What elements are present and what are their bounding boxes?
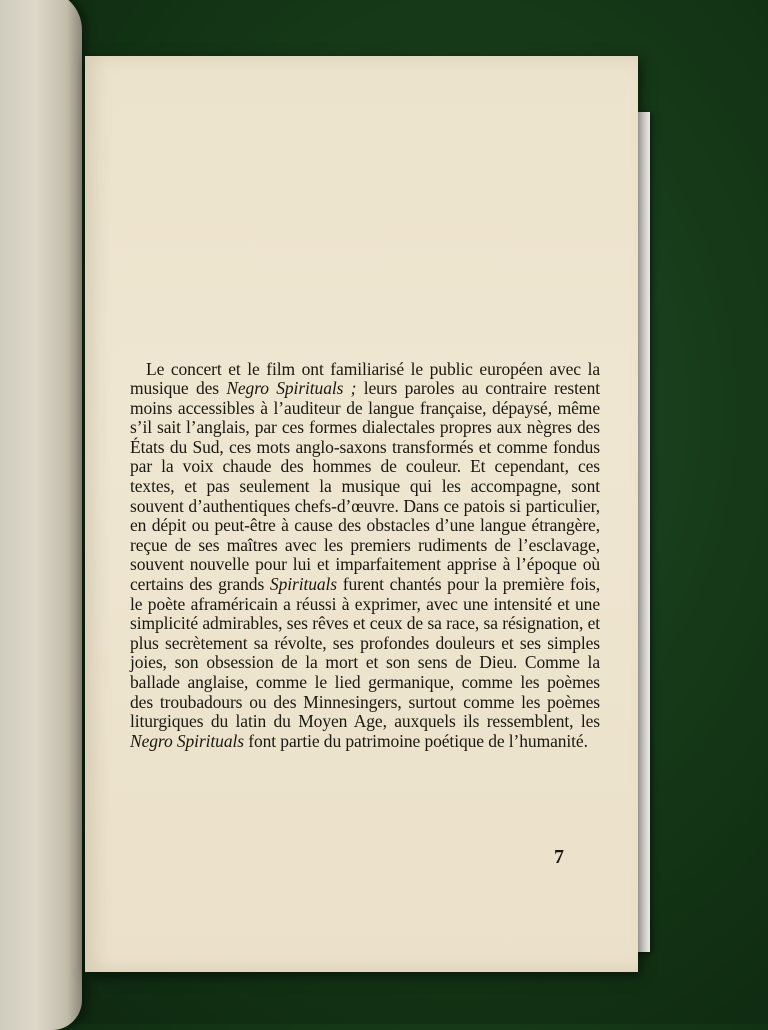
text-run: furent chantés pour la première fois, le poète aframéricain a réussi à exprimer, avec une intensité et une simplicité admirables, ses rêves et ceux de sa race, sa résignation, et plus secrètement sa révolte, ses profondes douleurs et ses simples joies, son obsession de la mort et son sens de Dieu. Comme la ballade anglaise, comme le lied germanique, comme les poèmes des troubadours ou des Minnesingers, surtout comme les poèmes liturgiques du latin du Moyen Age, auxquels ils ressemblent, les bbox=[130, 574, 600, 732]
text-run-italic: Spirituals bbox=[269, 574, 337, 595]
text-run-italic: Negro Spirituals bbox=[130, 730, 244, 751]
page-number: 7 bbox=[554, 846, 564, 868]
text-run: font partie du patrimoine poétique de l’humanité. bbox=[243, 730, 588, 751]
body-paragraph bbox=[130, 360, 600, 752]
text-run-italic: Negro Spirituals ; bbox=[226, 378, 357, 399]
text-run: Le concert et le film ont familiarisé le public européen avec la musique des bbox=[130, 358, 600, 399]
book-page bbox=[85, 56, 638, 972]
text-run: leurs paroles au contraire restent moins accessibles à l’auditeur de langue française, dépaysé, même s’il sait l’anglais, par ces formes dialectales propres aux nègres des États du Sud, ces mots anglo-saxons transformés et comme fondus par la voix chaude des hommes de couleur. Et cependant, ces textes, et pas seulement la musique qui les accompagne, sont souvent d’authentiques chefs-d’œuvre. Dans ce patois si particulier, en dépit ou peut-être à cause des obstacles d’une langue étrangère, reçue de ses maîtres avec les premiers rudiments de l’esclavage, souvent nouvelle pour lui et imparfaitement apprise à l’époque où certains des grands bbox=[130, 378, 600, 595]
left-page-edge bbox=[0, 0, 82, 1030]
